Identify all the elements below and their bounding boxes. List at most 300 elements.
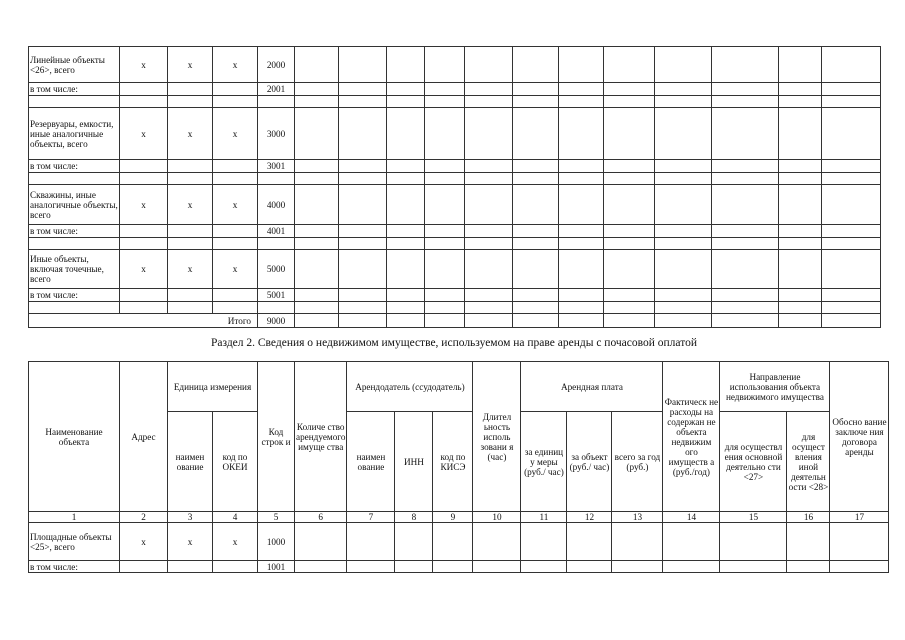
row-mark (213, 83, 258, 96)
table-cell[interactable] (604, 108, 655, 160)
column-number: 1 (29, 512, 120, 523)
row-mark (168, 96, 213, 108)
row-code: 4000 (258, 185, 295, 225)
table-cell[interactable] (425, 225, 465, 238)
table-cell[interactable] (425, 289, 465, 302)
table-cell[interactable] (387, 185, 425, 225)
row-code (258, 96, 295, 108)
table-cell[interactable] (339, 289, 387, 302)
table-cell[interactable] (604, 289, 655, 302)
table-cell[interactable] (425, 96, 465, 108)
table-cell[interactable] (559, 47, 604, 83)
column-number: 4 (213, 512, 258, 523)
table-cell[interactable] (465, 47, 513, 83)
table-cell[interactable] (655, 238, 712, 250)
table-cell[interactable] (604, 173, 655, 185)
table-cell[interactable] (655, 108, 712, 160)
table-cell[interactable] (387, 314, 425, 328)
table-row (29, 185, 881, 225)
table-cell[interactable] (830, 523, 889, 561)
row-name: в том числе: (29, 83, 120, 96)
row-mark (120, 83, 168, 96)
table-cell[interactable] (779, 225, 822, 238)
table-cell[interactable] (295, 173, 339, 185)
table-cell[interactable] (712, 250, 779, 289)
total-label: Итого (29, 314, 258, 328)
column-number: 14 (663, 512, 720, 523)
table-cell[interactable] (295, 225, 339, 238)
row-name: в том числе: (29, 225, 120, 238)
row-mark (213, 561, 258, 573)
table-cell[interactable] (567, 561, 612, 573)
table-cell[interactable] (513, 173, 559, 185)
row-name: Площадные объекты <25>, всего (29, 523, 120, 561)
table-cell[interactable] (295, 314, 339, 328)
table-cell[interactable] (339, 302, 387, 314)
column-number: 17 (830, 512, 889, 523)
row-mark (120, 173, 168, 185)
table-cell[interactable] (339, 47, 387, 83)
column-number: 7 (347, 512, 395, 523)
table-cell[interactable] (347, 523, 395, 561)
table-row (29, 160, 881, 173)
table-cell[interactable] (513, 83, 559, 96)
table-cell[interactable] (387, 250, 425, 289)
table-cell[interactable] (513, 160, 559, 173)
table-cell[interactable] (295, 238, 339, 250)
table-cell[interactable] (822, 302, 881, 314)
row-code: 5001 (258, 289, 295, 302)
table-cell[interactable] (655, 160, 712, 173)
table-cell[interactable] (339, 314, 387, 328)
row-name: в том числе: (29, 289, 120, 302)
row-code: 5000 (258, 250, 295, 289)
row-mark (213, 225, 258, 238)
header-rent-unit: за единиц у меры (руб./ час) (521, 412, 567, 512)
section2-title: Раздел 2. Сведения о недвижимом имуществе, используемом на праве аренды с почасовой оплатой (210, 337, 697, 349)
row-mark: x (168, 523, 213, 561)
table-cell[interactable] (513, 289, 559, 302)
table-cell[interactable] (295, 96, 339, 108)
table-cell[interactable] (339, 225, 387, 238)
table-cell[interactable] (513, 185, 559, 225)
column-number: 3 (168, 512, 213, 523)
table-cell[interactable] (465, 185, 513, 225)
table-cell[interactable] (295, 302, 339, 314)
column-number: 5 (258, 512, 295, 523)
table-cell[interactable] (425, 250, 465, 289)
table-cell[interactable] (712, 160, 779, 173)
column-number: 11 (521, 512, 567, 523)
table-cell[interactable] (465, 250, 513, 289)
table-cell[interactable] (513, 302, 559, 314)
table-cell[interactable] (559, 225, 604, 238)
table-cell[interactable] (612, 523, 663, 561)
header-lessor-name: наимен ование (347, 412, 395, 512)
header-unit-name: наимен ование (168, 412, 213, 512)
table-cell[interactable] (465, 289, 513, 302)
table-cell[interactable] (339, 238, 387, 250)
table-cell[interactable] (559, 108, 604, 160)
table-cell[interactable] (387, 173, 425, 185)
table-cell[interactable] (513, 96, 559, 108)
row-code: 3000 (258, 108, 295, 160)
table-cell[interactable] (513, 238, 559, 250)
row-code: 4001 (258, 225, 295, 238)
row-mark: x (168, 185, 213, 225)
column-number: 2 (120, 512, 168, 523)
table-cell[interactable] (779, 96, 822, 108)
header-basis: Обосно вание заключе ния договора аренды (830, 362, 889, 512)
table-row (29, 225, 881, 238)
header-rent: Арендная плата (521, 362, 663, 412)
table-cell[interactable] (655, 185, 712, 225)
table-cell[interactable] (712, 314, 779, 328)
row-mark (168, 83, 213, 96)
table-cell[interactable] (387, 96, 425, 108)
table-cell[interactable] (465, 83, 513, 96)
row-mark: x (120, 185, 168, 225)
row-mark: x (213, 185, 258, 225)
table-cell[interactable] (295, 523, 347, 561)
table-cell[interactable] (387, 302, 425, 314)
table-cell[interactable] (779, 238, 822, 250)
table-cell[interactable] (604, 47, 655, 83)
table-cell[interactable] (295, 47, 339, 83)
table-cell[interactable] (712, 289, 779, 302)
header-lessor-kise: код по КИСЭ (433, 412, 473, 512)
row-mark (168, 238, 213, 250)
row-mark: x (213, 108, 258, 160)
row-code (258, 302, 295, 314)
column-number: 9 (433, 512, 473, 523)
row-mark (213, 289, 258, 302)
row-mark (213, 238, 258, 250)
table-cell[interactable] (712, 83, 779, 96)
table-cell[interactable] (822, 225, 881, 238)
row-mark: x (168, 47, 213, 83)
table-cell[interactable] (559, 160, 604, 173)
table-cell[interactable] (465, 238, 513, 250)
table-cell[interactable] (559, 314, 604, 328)
header-name: Наименование объекта (29, 362, 120, 512)
table-cell[interactable] (655, 250, 712, 289)
table-cell[interactable] (465, 108, 513, 160)
row-code (258, 173, 295, 185)
total-code: 9000 (258, 314, 295, 328)
table-row (29, 302, 881, 314)
row-mark: x (120, 108, 168, 160)
table-cell[interactable] (387, 225, 425, 238)
table-cell[interactable] (425, 160, 465, 173)
table-cell[interactable] (712, 238, 779, 250)
table-cell[interactable] (822, 108, 881, 160)
row-mark (168, 225, 213, 238)
table-cell[interactable] (720, 523, 787, 561)
row-code: 2001 (258, 83, 295, 96)
table-cell[interactable] (604, 238, 655, 250)
row-mark: x (213, 523, 258, 561)
table-cell[interactable] (559, 83, 604, 96)
row-mark (213, 173, 258, 185)
table-cell[interactable] (339, 250, 387, 289)
table-cell[interactable] (604, 185, 655, 225)
row-mark: x (168, 250, 213, 289)
table-cell[interactable] (339, 96, 387, 108)
row-mark (120, 160, 168, 173)
table-cell[interactable] (425, 314, 465, 328)
row-mark (120, 96, 168, 108)
table-cell[interactable] (712, 302, 779, 314)
table-cell[interactable] (465, 225, 513, 238)
table-cell[interactable] (779, 108, 822, 160)
row-mark (168, 289, 213, 302)
table-row (29, 238, 881, 250)
table-cell[interactable] (513, 314, 559, 328)
header-code: Код строк и (258, 362, 295, 512)
table-cell[interactable] (387, 289, 425, 302)
table-cell[interactable] (822, 185, 881, 225)
table-cell[interactable] (712, 173, 779, 185)
row-mark (168, 173, 213, 185)
table-row (29, 250, 881, 289)
row-code: 3001 (258, 160, 295, 173)
table-cell[interactable] (395, 561, 433, 573)
table-cell[interactable] (559, 302, 604, 314)
table-cell[interactable] (295, 561, 347, 573)
table-cell[interactable] (779, 173, 822, 185)
table-cell[interactable] (339, 83, 387, 96)
table-cell[interactable] (521, 523, 567, 561)
table-cell[interactable] (295, 160, 339, 173)
row-name (29, 302, 120, 314)
table-cell[interactable] (604, 302, 655, 314)
header-lessor-inn: ИНН (395, 412, 433, 512)
table-cell[interactable] (465, 314, 513, 328)
row-code: 2000 (258, 47, 295, 83)
table-cell[interactable] (779, 185, 822, 225)
table-cell[interactable] (295, 185, 339, 225)
row-name: Линейные объекты <26>, всего (29, 47, 120, 83)
column-number: 13 (612, 512, 663, 523)
table-cell[interactable] (822, 314, 881, 328)
row-mark: x (168, 108, 213, 160)
row-mark: x (213, 250, 258, 289)
table-cell[interactable] (387, 160, 425, 173)
table-cell[interactable] (822, 83, 881, 96)
table-cell[interactable] (559, 238, 604, 250)
row-name: Резервуары, емкости, иные аналогичные объекты, всего (29, 108, 120, 160)
table-cell[interactable] (822, 173, 881, 185)
table-cell[interactable] (779, 47, 822, 83)
row-mark (120, 289, 168, 302)
table-cell[interactable] (779, 250, 822, 289)
table-cell[interactable] (779, 83, 822, 96)
table-cell[interactable] (425, 173, 465, 185)
row-mark: x (213, 47, 258, 83)
table-row (29, 96, 881, 108)
table-cell[interactable] (521, 561, 567, 573)
table-cell[interactable] (655, 302, 712, 314)
table-cell[interactable] (779, 314, 822, 328)
table-cell[interactable] (655, 314, 712, 328)
table-cell[interactable] (604, 225, 655, 238)
table-cell[interactable] (712, 185, 779, 225)
table-row (29, 561, 889, 573)
table-row (29, 523, 889, 561)
table-cell[interactable] (822, 289, 881, 302)
table-cell[interactable] (822, 47, 881, 83)
row-mark (168, 302, 213, 314)
table-cell[interactable] (513, 108, 559, 160)
row-mark (120, 225, 168, 238)
table-cell[interactable] (604, 314, 655, 328)
table-cell[interactable] (387, 47, 425, 83)
header-dir-main: для осуществл ения основной деятельно сти <27> (720, 412, 787, 512)
column-number: 12 (567, 512, 612, 523)
table-cell[interactable] (339, 185, 387, 225)
table-cell[interactable] (513, 47, 559, 83)
table-cell[interactable] (712, 47, 779, 83)
table-cell[interactable] (473, 561, 521, 573)
table-cell[interactable] (559, 173, 604, 185)
table-cell[interactable] (604, 160, 655, 173)
header-rent-object: за объект (руб./ час) (567, 412, 612, 512)
table-row (29, 173, 881, 185)
header-rent-year: всего за год (руб.) (612, 412, 663, 512)
row-name: Иные объекты, включая точечные, всего (29, 250, 120, 289)
table-cell[interactable] (655, 289, 712, 302)
table-cell[interactable] (604, 83, 655, 96)
column-number: 8 (395, 512, 433, 523)
row-mark (120, 561, 168, 573)
table-cell[interactable] (779, 160, 822, 173)
row-mark (213, 160, 258, 173)
column-number: 6 (295, 512, 347, 523)
row-name (29, 173, 120, 185)
table-cell[interactable] (513, 225, 559, 238)
row-name: Скважины, иные аналогичные объекты, всего (29, 185, 120, 225)
table-row (29, 47, 881, 83)
section1-table (28, 46, 881, 328)
section2-table (28, 361, 889, 573)
table-cell[interactable] (465, 96, 513, 108)
table-cell[interactable] (339, 108, 387, 160)
table-cell[interactable] (787, 561, 830, 573)
column-number: 15 (720, 512, 787, 523)
table-cell[interactable] (387, 108, 425, 160)
table-cell[interactable] (295, 289, 339, 302)
table-cell[interactable] (433, 561, 473, 573)
table-cell[interactable] (339, 160, 387, 173)
table-cell[interactable] (779, 289, 822, 302)
table-cell[interactable] (425, 302, 465, 314)
table-cell[interactable] (387, 83, 425, 96)
table-cell[interactable] (395, 523, 433, 561)
table-cell[interactable] (655, 225, 712, 238)
table-cell[interactable] (559, 250, 604, 289)
table-cell[interactable] (604, 250, 655, 289)
table-cell[interactable] (295, 108, 339, 160)
table-cell[interactable] (655, 83, 712, 96)
table-cell[interactable] (655, 173, 712, 185)
header-dir-other: для осущест вления иной деятельн ости <28> (787, 412, 830, 512)
table-cell[interactable] (663, 523, 720, 561)
table-cell[interactable] (465, 160, 513, 173)
table-cell[interactable] (465, 302, 513, 314)
table-cell[interactable] (567, 523, 612, 561)
table-cell[interactable] (712, 108, 779, 160)
table-cell[interactable] (425, 83, 465, 96)
table-cell[interactable] (465, 173, 513, 185)
table-cell[interactable] (822, 238, 881, 250)
table-cell[interactable] (559, 185, 604, 225)
table-cell[interactable] (513, 250, 559, 289)
column-number-row (29, 512, 889, 523)
table-cell[interactable] (295, 250, 339, 289)
header-qty: Количе ство арендуемого имуще ства (295, 362, 347, 512)
header-lessor: Арендодатель (ссудодатель) (347, 362, 473, 412)
table-cell[interactable] (655, 47, 712, 83)
row-mark: x (120, 47, 168, 83)
table-cell[interactable] (425, 238, 465, 250)
table-cell[interactable] (712, 96, 779, 108)
table-cell[interactable] (604, 96, 655, 108)
row-mark: x (120, 250, 168, 289)
total-row (29, 314, 881, 328)
table-cell[interactable] (425, 185, 465, 225)
table-cell[interactable] (787, 523, 830, 561)
header-expenses: Фактическ не расходы на содержан не объекта недвижим ого имуществ а (руб./год) (663, 362, 720, 512)
table-row (29, 83, 881, 96)
table-cell[interactable] (433, 523, 473, 561)
row-code (258, 238, 295, 250)
table-cell[interactable] (425, 47, 465, 83)
table-cell[interactable] (339, 173, 387, 185)
row-name: в том числе: (29, 561, 120, 573)
table-cell[interactable] (822, 250, 881, 289)
column-number: 10 (473, 512, 521, 523)
table-cell[interactable] (347, 561, 395, 573)
table-cell[interactable] (425, 108, 465, 160)
table-cell[interactable] (779, 302, 822, 314)
header-address: Адрес (120, 362, 168, 512)
row-code: 1000 (258, 523, 295, 561)
row-mark (120, 238, 168, 250)
row-mark (213, 302, 258, 314)
table-cell[interactable] (559, 289, 604, 302)
column-number: 16 (787, 512, 830, 523)
table-cell[interactable] (712, 225, 779, 238)
table-cell[interactable] (387, 238, 425, 250)
table-cell[interactable] (559, 96, 604, 108)
row-mark: x (120, 523, 168, 561)
table-cell[interactable] (655, 96, 712, 108)
table-cell[interactable] (822, 160, 881, 173)
row-code: 1001 (258, 561, 295, 573)
table-cell[interactable] (830, 561, 889, 573)
table-cell[interactable] (473, 523, 521, 561)
table-cell[interactable] (822, 96, 881, 108)
table-cell[interactable] (612, 561, 663, 573)
table-cell[interactable] (295, 83, 339, 96)
row-mark (120, 302, 168, 314)
row-mark (213, 96, 258, 108)
table-row (29, 108, 881, 160)
table-cell[interactable] (720, 561, 787, 573)
table-cell[interactable] (663, 561, 720, 573)
row-mark (168, 160, 213, 173)
